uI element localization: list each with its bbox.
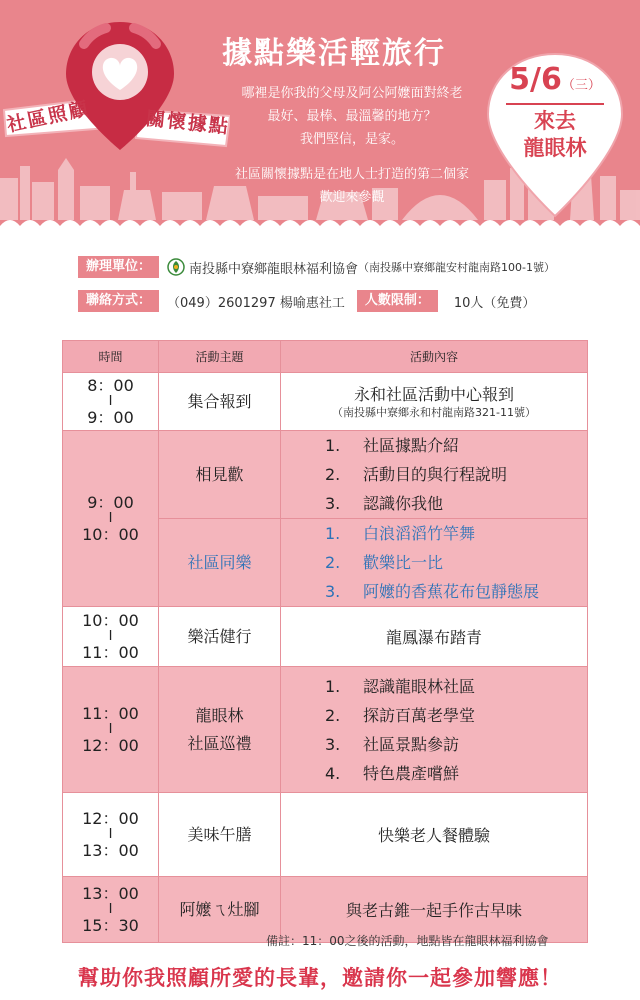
organizer-row: [78, 256, 555, 278]
content-cell: 與老古錐一起手作古早味: [281, 877, 588, 943]
content-cell: [281, 667, 588, 793]
time-cell: [63, 793, 159, 877]
time-separator: I: [108, 901, 113, 917]
table-header-row: [63, 341, 588, 373]
event-place-line: 龍眼林: [523, 136, 587, 160]
content-list: [281, 672, 587, 788]
content-text: 永和社區活動中心報到: [353, 385, 514, 404]
organizer-address: （南投縣中寮鄉龍安村龍南路100-1號）: [358, 261, 555, 274]
time-end: 13：00: [82, 840, 139, 860]
time-separator: I: [108, 826, 113, 842]
page-title: 據點樂活輕旅行: [222, 36, 446, 71]
community-care-logo: [0, 18, 230, 168]
organizer-label: 辦理單位：: [78, 256, 159, 278]
organization-logo-icon: [167, 258, 185, 276]
intro-line: 社區關懷據點是在地人士打造的第二個家: [234, 167, 469, 182]
organizer-name: 南投縣中寮鄉龍眼林福利協會: [189, 261, 359, 277]
theme-cell: 樂活健行: [159, 607, 281, 667]
content-cell: [281, 519, 588, 607]
theme-line: 社區巡禮: [187, 733, 252, 753]
logo-text-right: 關懷據點: [144, 107, 231, 139]
slogan: 幫助你我照顧所愛的長輩，邀請你一起參加響應！: [78, 966, 562, 990]
time-end: 12：00: [82, 735, 139, 755]
contact-label: 聯絡方式：: [78, 290, 159, 312]
intro-text: [212, 82, 492, 209]
list-item: 4. 特色農產嚐鮮: [325, 763, 460, 783]
theme-cell: 社區同樂: [159, 519, 281, 607]
content-cell: [281, 373, 588, 431]
time-cell: [63, 877, 159, 943]
column-header: 時間: [63, 341, 159, 373]
date-divider: [506, 103, 604, 105]
intro-line: 我們堅信，是家。: [299, 132, 404, 147]
time-start: 10：00: [82, 610, 139, 630]
table-row: [63, 431, 588, 519]
theme-cell: 美味午膳: [159, 793, 281, 877]
logo-text-left: 社區照顧: [4, 97, 92, 137]
time-end: 11：00: [82, 642, 139, 662]
list-item: 2. 探訪百萬老學堂: [325, 705, 476, 725]
header-banner: [0, 0, 640, 240]
schedule-table: [62, 340, 588, 943]
time-separator: I: [108, 393, 113, 409]
time-start: 11：00: [82, 703, 139, 723]
time-separator: I: [108, 721, 113, 737]
content-subtext: （南投縣中寮鄉永和村龍南路321-11號）: [332, 406, 536, 419]
contact-value: （049）2601297 楊喻惠社工: [167, 295, 345, 311]
theme-cell: [159, 667, 281, 793]
time-start: 8：00: [87, 375, 134, 395]
column-header: 活動主題: [159, 341, 281, 373]
time-separator: I: [108, 510, 113, 526]
list-item: 2. 活動目的與行程說明: [325, 465, 508, 484]
list-item: 2. 歡樂比一比: [325, 553, 444, 572]
limit-label: 人數限制：: [357, 290, 438, 312]
intro-line: 最好、最棒、最溫馨的地方？: [267, 109, 437, 124]
footnote: 備註：11：00之後的活動，地點皆在龍眼林福利協會: [266, 934, 549, 948]
time-start: 9：00: [87, 492, 134, 512]
table-row: [63, 793, 588, 877]
content-cell: 快樂老人餐體驗: [281, 793, 588, 877]
content-list: [281, 431, 587, 518]
content-cell: 龍鳳瀑布踏青: [281, 607, 588, 667]
event-place-line: 來去: [534, 109, 576, 133]
content-cell: [281, 431, 588, 519]
time-end: 15：30: [82, 915, 139, 935]
table-row: [63, 667, 588, 793]
time-start: 12：00: [82, 808, 139, 828]
theme-line: 龍眼林: [195, 705, 244, 725]
contact-row: [78, 290, 535, 312]
event-weekday: （三）: [561, 78, 601, 93]
table-row: [63, 373, 588, 431]
theme-cell: 相見歡: [159, 431, 281, 519]
column-header: 活動內容: [281, 341, 588, 373]
time-end: 10：00: [82, 524, 139, 544]
time-cell: [63, 607, 159, 667]
event-date-value: 5/6: [509, 62, 562, 97]
time-cell: [63, 373, 159, 431]
list-item: 3. 認識你我他: [325, 494, 444, 513]
list-item: 1. 白浪滔滔竹竿舞: [325, 524, 476, 543]
list-item: 1. 認識龍眼林社區: [325, 676, 476, 696]
time-cell: [63, 431, 159, 607]
theme-cell: 集合報到: [159, 373, 281, 431]
time-cell: [63, 667, 159, 793]
table-row: [63, 607, 588, 667]
event-date: [480, 62, 630, 97]
limit-value: 10人（免費）: [453, 295, 536, 311]
time-separator: I: [108, 628, 113, 644]
theme-cell: 阿嬤ㄟ灶腳: [159, 877, 281, 943]
intro-line: 歡迎來參觀: [319, 190, 385, 205]
event-place: [480, 108, 630, 162]
content-list: [281, 519, 587, 606]
list-item: 3. 阿嬤的香蕉花布包靜態展: [325, 582, 540, 601]
list-item: 1. 社區據點介紹: [325, 436, 460, 455]
time-end: 9：00: [87, 407, 134, 427]
intro-line: 哪裡是你我的父母及阿公阿嬤面對終老: [241, 86, 463, 101]
time-start: 13：00: [82, 883, 139, 903]
list-item: 3. 社區景點參訪: [325, 734, 460, 754]
